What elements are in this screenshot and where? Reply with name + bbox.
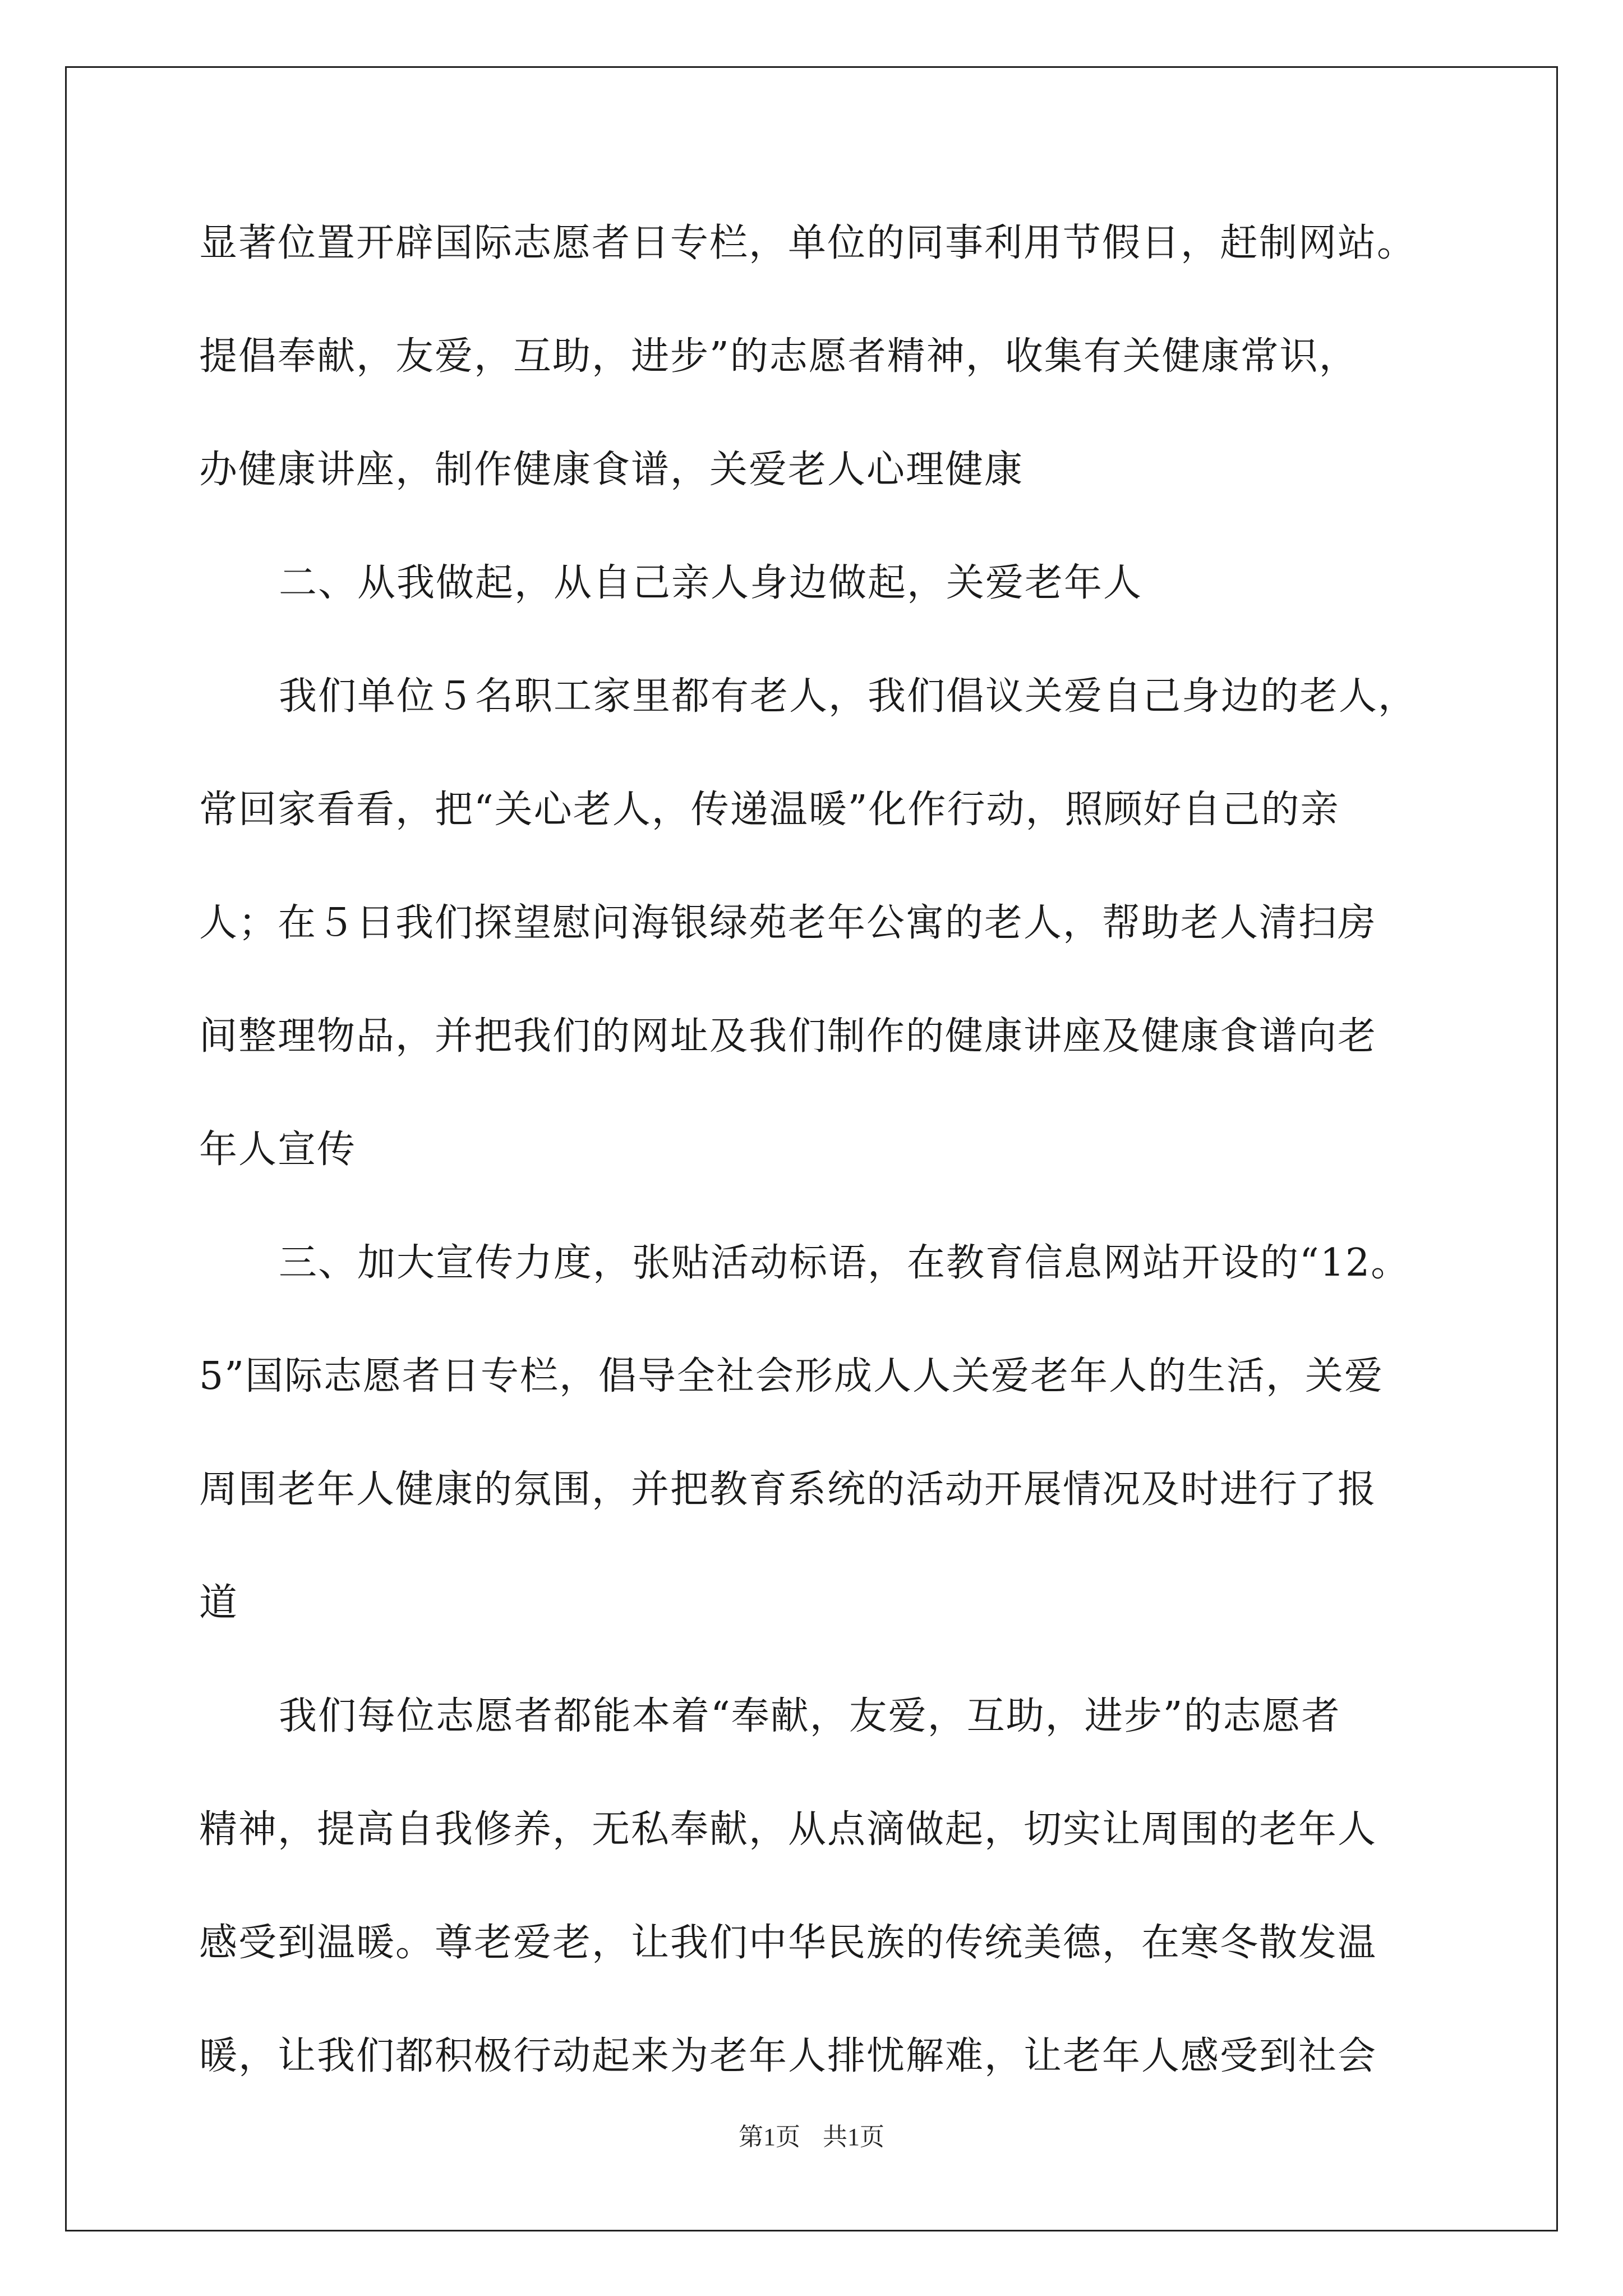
body-line: 办健康讲座，制作健康食谱，关爱老人心理健康 [199, 448, 1024, 492]
body-line: 周围老年人健康的氛围，并把教育系统的活动开展情况及时进行了报 [199, 1467, 1377, 1512]
body-line: 5”国际志愿者日专栏，倡导全社会形成人人关爱老年人的生活，关爱 [199, 1354, 1384, 1398]
body-line: 精神，提高自我修养，无私奉献，从点滴做起，切实让周围的老年人 [199, 1807, 1377, 1852]
body-line: 提倡奉献，友爱，互助，进步”的志愿者精神，收集有关健康常识， [199, 334, 1358, 379]
body-line: 人；在５日我们探望慰问海银绿苑老年公寓的老人，帮助老人清扫房 [199, 901, 1377, 945]
body-line: 我们每位志愿者都能本着“奉献，友爱，互助，进步”的志愿者 [279, 1694, 1341, 1738]
section-heading: 三、加大宣传力度，张贴活动标语，在教育信息网站开设的“12。 [279, 1241, 1410, 1285]
page-footer [0, 2122, 1623, 2153]
section-heading: 二、从我做起，从自己亲人身边做起，关爱老年人 [279, 561, 1143, 605]
page-number-current: 第1页 [739, 2123, 800, 2151]
body-line: 暖，让我们都积极行动起来为老年人排忧解难，让老年人感受到社会 [199, 2034, 1377, 2078]
body-line: 道 [199, 1581, 239, 1625]
body-line: 常回家看看，把“关心老人，传递温暖”化作行动，照顾好自己的亲 [199, 788, 1340, 832]
body-line: 显著位置开辟国际志愿者日专栏，单位的同事利用节假日，赶制网站。 [199, 221, 1417, 265]
body-line: 感受到温暖。尊老爱老，让我们中华民族的传统美德，在寒冬散发温 [199, 1921, 1377, 1965]
body-line: 间整理物品，并把我们的网址及我们制作的健康讲座及健康食谱向老 [199, 1014, 1377, 1059]
page-number-total: 共1页 [823, 2123, 884, 2151]
body-line: 我们单位５名职工家里都有老人，我们倡议关爱自己身边的老人， [279, 674, 1418, 719]
body-line: 年人宣传 [199, 1128, 357, 1172]
